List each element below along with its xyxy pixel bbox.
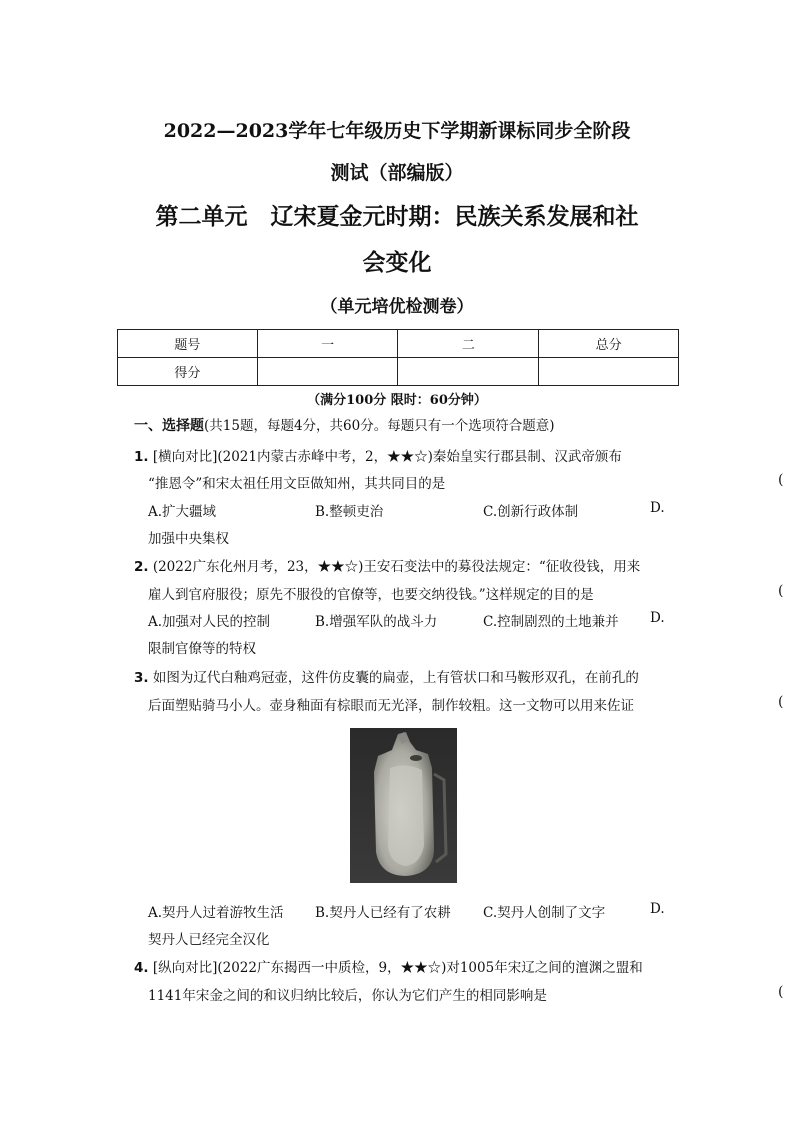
- answer-paren: (: [778, 472, 784, 488]
- question-number: 3.: [134, 670, 149, 686]
- option-a[interactable]: A.契丹人过着游牧生活: [148, 905, 284, 921]
- option-a[interactable]: A.扩大疆域: [148, 504, 217, 520]
- score-header-two: 二: [398, 330, 539, 358]
- section-description: (共15题，每题4分，共60分。每题只有一个选项符合题意): [204, 418, 555, 434]
- option-d-text[interactable]: 加强中央集权: [148, 531, 229, 547]
- option-b[interactable]: B.增强军队的战斗力: [315, 614, 438, 630]
- unit-title-line2: 会变化: [362, 249, 432, 276]
- answer-paren: (: [778, 984, 784, 1000]
- unit-title-line1: 第二单元 辽宋夏金元时期：民族关系发展和社: [155, 203, 639, 230]
- question-3-line1: [134, 666, 639, 686]
- option-d[interactable]: D.: [650, 901, 665, 917]
- score-cell-total[interactable]: [539, 358, 679, 386]
- score-table: [117, 329, 679, 386]
- option-a[interactable]: A.加强对人民的控制: [148, 614, 271, 630]
- option-b[interactable]: B.整顿吏治: [315, 504, 384, 520]
- question-number: 1.: [134, 449, 149, 465]
- question-number: 2.: [134, 559, 149, 575]
- question-text: (2022广东化州月考，23，★★☆)王安石变法中的募役法规定：“征收役钱，用来: [152, 559, 641, 575]
- question-text: [纵向对比](2022广东揭西一中质检，9，★★☆)对1005年宋辽之间的澶渊之盟和: [152, 960, 643, 976]
- answer-paren: (: [778, 583, 784, 599]
- section-title: 一、选择题: [134, 418, 204, 434]
- section-heading: [134, 414, 554, 435]
- option-d[interactable]: D.: [650, 500, 665, 516]
- option-d-text[interactable]: 限制官僚等的特权: [148, 641, 256, 657]
- score-cell-two[interactable]: [398, 358, 539, 386]
- vase-photo: [350, 728, 457, 883]
- score-header-number: 题号: [118, 330, 258, 358]
- score-cell-one[interactable]: [257, 358, 398, 386]
- option-d-text[interactable]: 契丹人已经完全汉化: [148, 932, 270, 948]
- score-header-total: 总分: [539, 330, 679, 358]
- question-3-line2: 后面塑贴骑马小人。壶身釉面有棕眼而无光泽，制作较粗。这一文物可以用来佐证: [148, 698, 634, 714]
- question-1-line2: “推恩令”和宋太祖任用文臣做知州，其共同目的是: [148, 476, 446, 492]
- question-4-line1: [134, 956, 643, 976]
- question-text: [横向对比](2021内蒙古赤峰中考，2，★★☆)秦始皇实行郡县制、汉武帝颁布: [152, 449, 622, 465]
- option-b[interactable]: B.契丹人已经有了农耕: [315, 905, 451, 921]
- question-text: 如图为辽代白釉鸡冠壶，这件仿皮囊的扁壶，上有管状口和马鞍形双孔，在前孔的: [152, 670, 639, 686]
- score-row-label: 得分: [118, 358, 258, 386]
- document-subtitle: （单元培优检测卷）: [320, 297, 474, 317]
- document-title-line1: 2022—2023学年七年级历史下学期新课标同步全阶段: [163, 120, 631, 142]
- score-table-row: [118, 358, 679, 386]
- question-2-line1: [134, 555, 640, 575]
- question-1-line1: [134, 445, 622, 465]
- option-d[interactable]: D.: [650, 610, 665, 626]
- option-c[interactable]: C.控制剧烈的土地兼并: [483, 614, 619, 630]
- option-c[interactable]: C.契丹人创制了文字: [483, 905, 606, 921]
- question-4-line2: 1141年宋金之间的和议归纳比较后，你认为它们产生的相同影响是: [148, 988, 547, 1004]
- exam-note: （满分100分 限时：60分钟）: [307, 393, 487, 408]
- document-title-line2: 测试（部编版）: [330, 162, 464, 184]
- answer-paren: (: [778, 694, 784, 710]
- score-header-one: 一: [257, 330, 398, 358]
- option-c[interactable]: C.创新行政体制: [483, 504, 579, 520]
- question-number: 4.: [134, 960, 149, 976]
- score-table-header-row: [118, 330, 679, 358]
- question-2-line2: 雇人到官府服役；原先不服役的官僚等，也要交纳役钱。”这样规定的目的是: [148, 587, 594, 603]
